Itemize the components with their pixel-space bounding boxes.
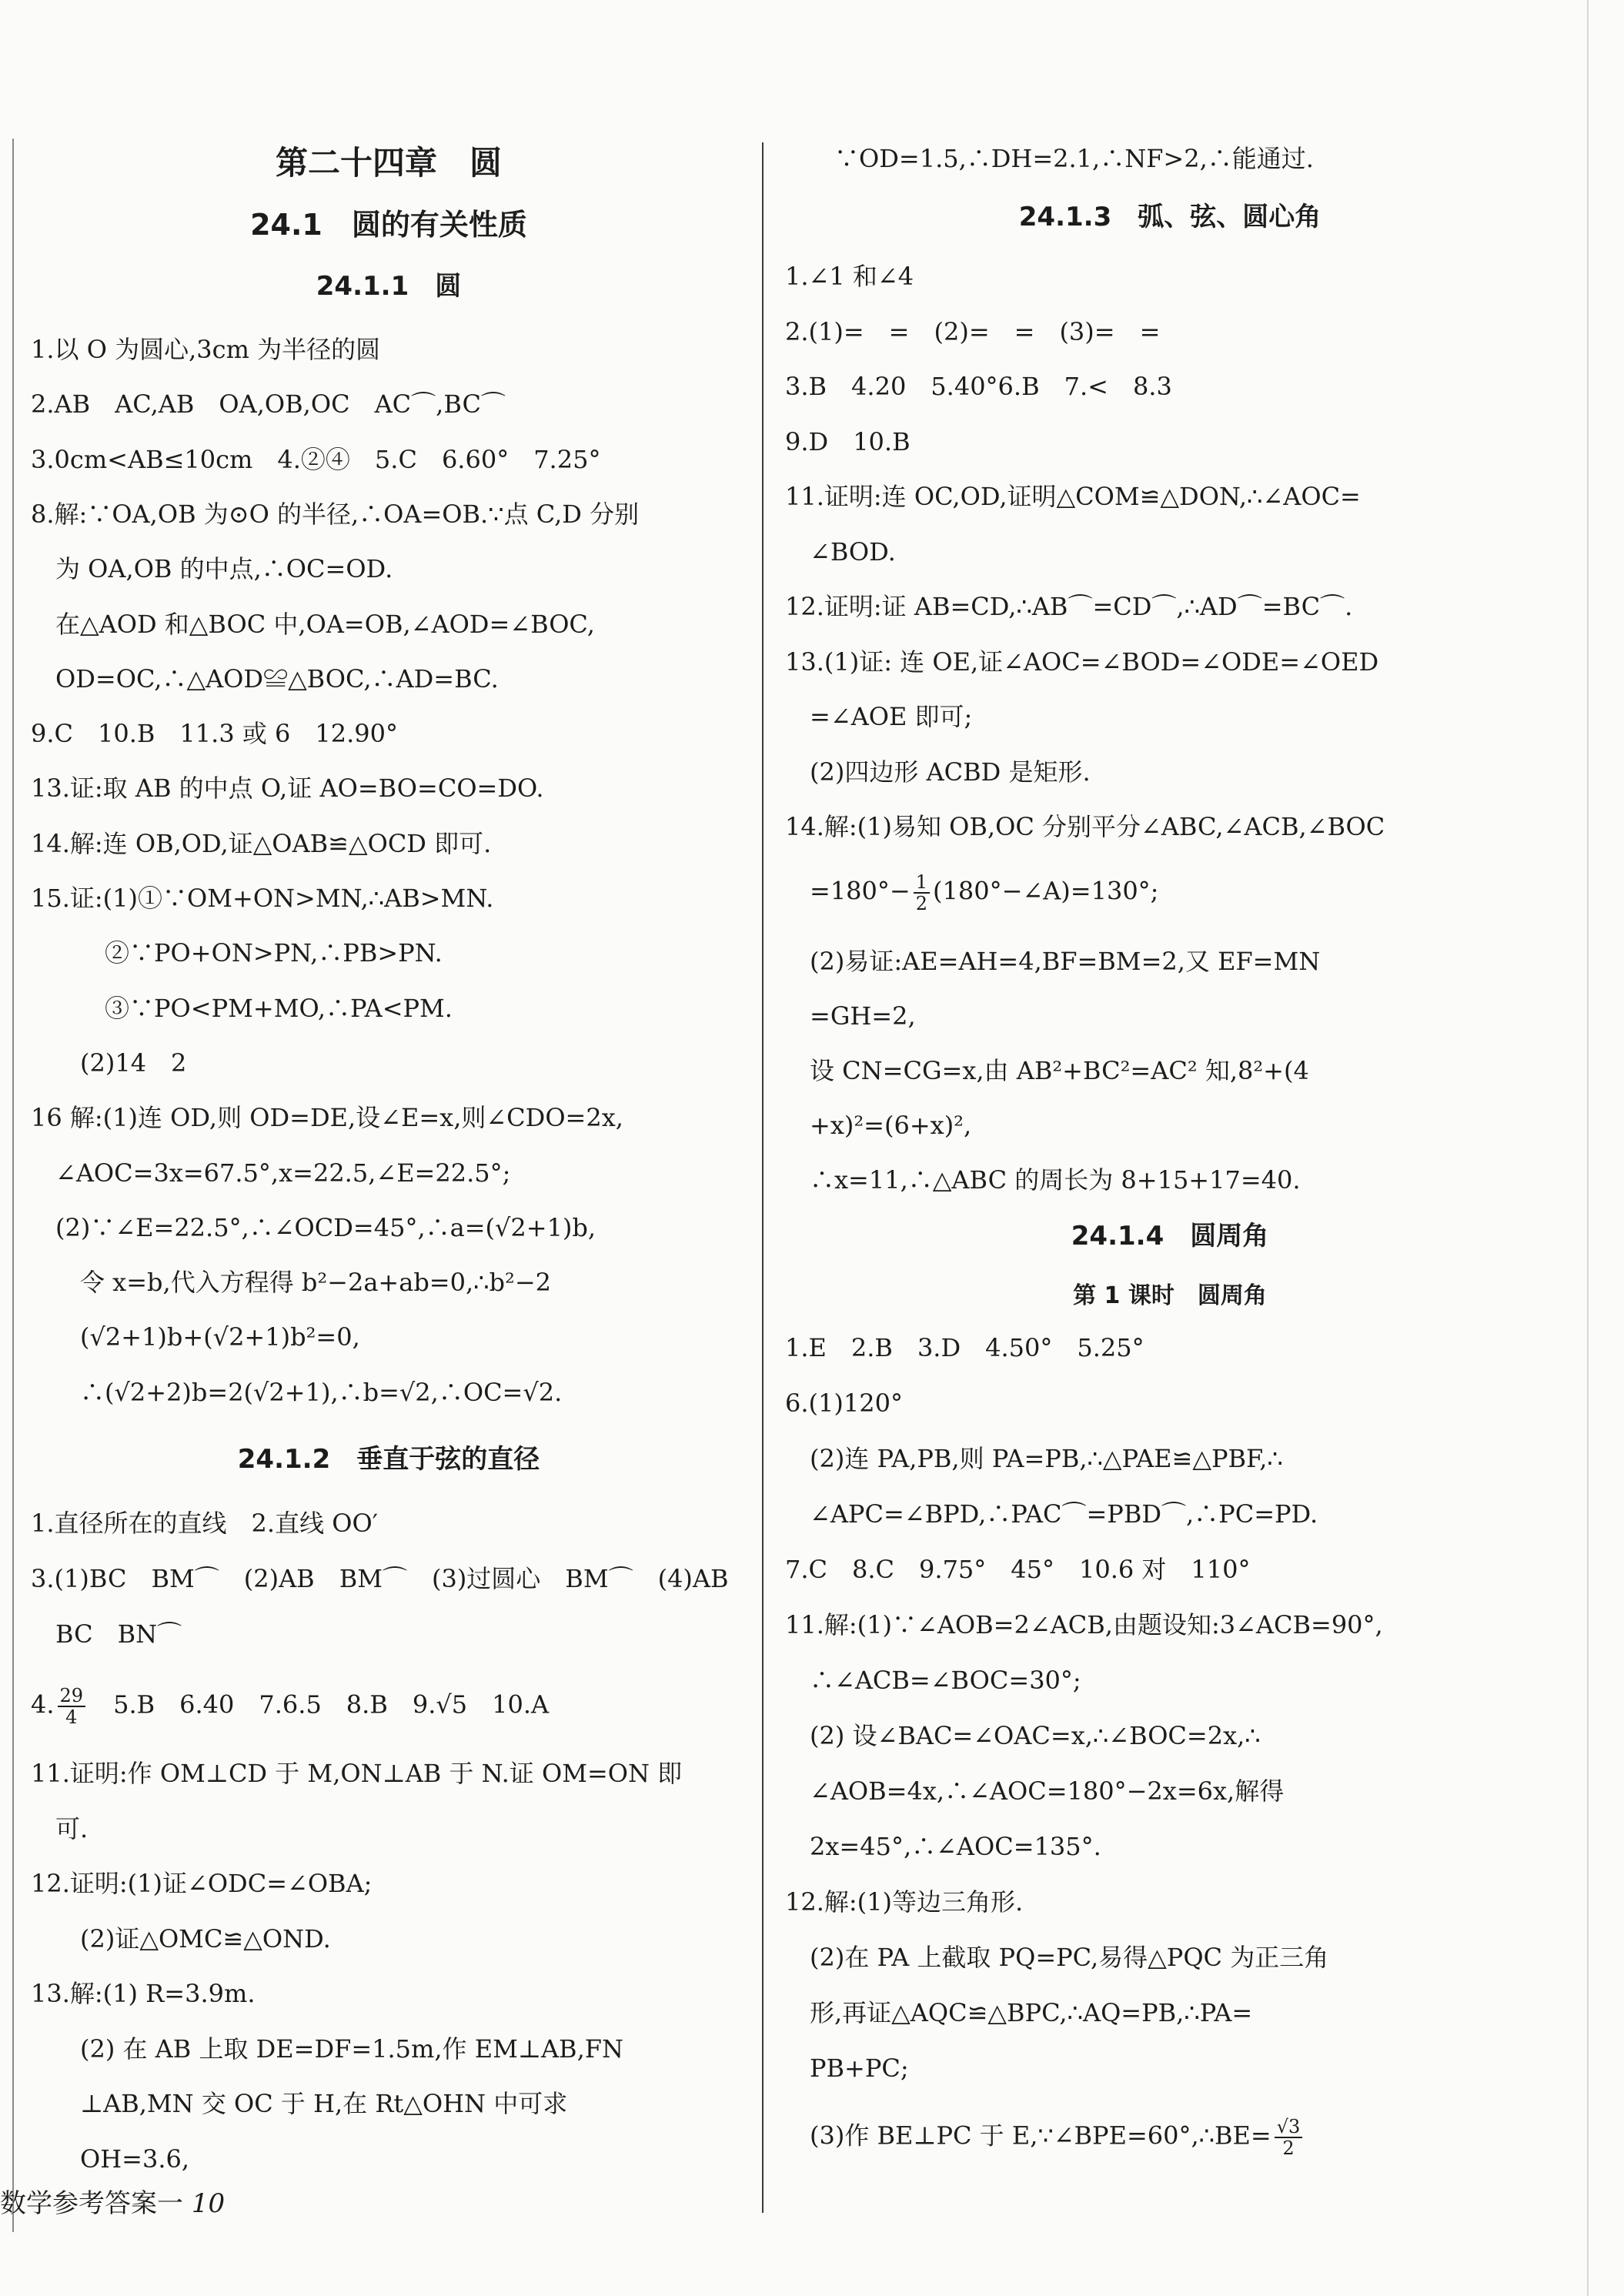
answer-line: 9.C 10.B 11.3 或 6 12.90° [31,719,398,749]
answer-line: 14.解:连 OB,OD,证△OAB≌△OCD 即可. [31,828,492,858]
footer-label: 数学参考答案一 [0,2188,183,2219]
answer-line: 形,再证△AQC≌△BPC,∴AQ=PB,∴PA= [785,1998,1253,2027]
answer-line: 13.证:取 AB 的中点 O,证 AO=BO=CO=DO. [31,774,544,804]
answer-line: ∠BOD. [785,536,896,566]
fraction-sqrt3-2: $\frac{√3}{2}$ [1275,2117,1303,2158]
answer-line: ②∵PO+ON>PN,∴PB>PN. [31,938,443,968]
answer-line-12-3: (3)作 BE⊥PC 于 E,∵∠BPE=60°,∴BE= $\frac{√3}{2}$ [785,2117,1305,2158]
answer-line: (2) 在 AB 上取 DE=DF=1.5m,作 EM⊥AB,FN [31,2034,623,2064]
fraction-29-4: $\frac{29}{4}$ [58,1686,86,1727]
answer-line: 2x=45°,∴∠AOC=135°. [785,1832,1101,1861]
answer-line: PB+PC; [785,2054,909,2083]
answer-line: 1.以 O 为圆心,3cm 为半径的圆 [31,335,381,364]
answer-line: 13.解:(1) R=3.9m. [31,1979,256,2008]
subsection-title-24-1-1: 24.1.1 圆 [316,271,462,302]
answer-line: 13.(1)证: 连 OE,证∠AOC=∠BOD=∠ODE=∠OED [785,647,1379,677]
answer-line: 14.解:(1)易知 OB,OC 分别平分∠ABC,∠ACB,∠BOC [785,812,1385,841]
lesson-title: 第 1 课时 圆周角 [1073,1282,1267,1309]
column-divider [762,142,764,2213]
answer-line: 9.D 10.B [785,426,911,456]
answer-line: 11.证明:作 OM⊥CD 于 M,ON⊥AB 于 N.证 OM=ON 即 [31,1759,683,1788]
answer-line: ∴∠ACB=∠BOC=30°; [785,1666,1081,1695]
subsection-title-24-1-3: 24.1.3 弧、弦、圆心角 [1018,202,1322,232]
answer-line: =GH=2, [785,1001,916,1031]
answer-line: 12.解:(1)等边三角形. [785,1887,1024,1917]
answer-line: 1.直径所在的直线 2.直线 OO′ [31,1509,378,1538]
answer-line: 11.解:(1)∵∠AOB=2∠ACB,由题设知:3∠ACB=90°, [785,1610,1383,1639]
subsection-title-24-1-4: 24.1.4 圆周角 [1071,1221,1269,1252]
answer-line: 6.(1)120° [785,1389,903,1418]
answer-line: 7.C 8.C 9.75° 45° 10.6 对 110° [785,1555,1251,1584]
answer-line: 3.0cm<AB≤10cm 4.②④ 5.C 6.60° 7.25° [31,444,601,474]
answer-line: ⊥AB,MN 交 OC 于 H,在 Rt△OHN 中可求 [31,2089,568,2118]
left-margin-rule [12,139,14,2232]
answer-line: 3.(1)BC BM⌒ (2)AB BM⌒ (3)过圆心 BM⌒ (4)AB [31,1564,729,1593]
section-title: 24.1 圆的有关性质 [250,208,527,242]
answer-line: 3.B 4.20 5.40°6.B 7.< 8.3 [785,372,1172,401]
chapter-title: 第二十四章 圆 [275,144,502,182]
answer-line: 11.证明:连 OC,OD,证明△COM≌△DON,∴∠AOC= [785,482,1361,511]
answer-line-4: 4. $\frac{29}{4}$ 5.B 6.40 7.6.5 8.B 9.√5 10.A [31,1685,550,1728]
answer-line: +x)²=(6+x)², [785,1111,972,1140]
answer-line: ∠APC=∠BPD,∴PAC⌒=PBD⌒,∴PC=PD. [785,1499,1318,1529]
answer-line: 16 解:(1)连 OD,则 OD=DE,设∠E=x,则∠CDO=2x, [31,1103,623,1133]
answer-line: ∠AOB=4x,∴∠AOC=180°−2x=6x,解得 [785,1776,1285,1806]
answer-line: 令 x=b,代入方程得 b²−2a+ab=0,∴b²−2 [31,1268,551,1298]
answer-line: BC BN⌒ [31,1619,182,1649]
answer-line: (2) 设∠BAC=∠OAC=x,∴∠BOC=2x,∴ [785,1721,1261,1750]
answer-line: 1.∠1 和∠4 [785,262,914,291]
answer-line-14-formula: =180°− $\frac{1}{2}$ (180°−∠A)=130°; [785,871,1159,914]
answer-line: 15.证:(1)①∵OM+ON>MN,∴AB>MN. [31,884,494,913]
answer-line: (2)连 PA,PB,则 PA=PB,∴△PAE≌△PBF,∴ [785,1444,1283,1473]
answer-line: 8.解:∵OA,OB 为⊙O 的半径,∴OA=OB.∵点 C,D 分别 [31,499,640,529]
answer-line: OH=3.6, [31,2144,190,2174]
answer-line: 12.证明:证 AB=CD,∴AB⌒=CD⌒,∴AD⌒=BC⌒. [785,592,1353,621]
answer-line: 1.E 2.B 3.D 4.50° 5.25° [785,1333,1144,1362]
answer-line: ∴(√2+2)b=2(√2+1),∴b=√2,∴OC=√2. [31,1377,563,1407]
answer-continuation-line: ∵OD=1.5,∴DH=2.1,∴NF>2,∴能通过. [785,144,1314,173]
answer-line: 设 CN=CG=x,由 AB²+BC²=AC² 知,8²+(4 [785,1056,1309,1085]
page-number: 10 [191,2188,226,2219]
answer-line: 可. [31,1813,89,1843]
answer-line: ∴x=11,∴△ABC 的周长为 8+15+17=40. [785,1165,1301,1195]
answer-line: (2)易证:AE=AH=4,BF=BM=2,又 EF=MN [785,947,1321,976]
answer-line: 2.(1)= = (2)= = (3)= = [785,316,1161,346]
answer-line: =∠AOE 即可; [785,702,973,731]
answer-line: (2)在 PA 上截取 PQ=PC,易得△PQC 为正三角 [785,1943,1329,1972]
page-footer [0,2184,225,2223]
answer-line: (2)∵∠E=22.5°,∴∠OCD=45°,∴a=(√2+1)b, [31,1212,596,1242]
right-edge-rule [1587,0,1589,2296]
answer-line: 在△AOD 和△BOC 中,OA=OB,∠AOD=∠BOC, [31,609,595,639]
answer-line: ∠AOC=3x=67.5°,x=22.5,∠E=22.5°; [31,1158,511,1188]
answer-line: OD=OC,∴△AOD≌△BOC,∴AD=BC. [31,663,499,693]
answer-line: 为 OA,OB 的中点,∴OC=OD. [31,554,393,584]
answer-line: 2.AB AC,AB OA,OB,OC AC⌒,BC⌒ [31,389,506,419]
fraction-1-2: $\frac{1}{2}$ [914,872,930,914]
answer-line: 12.证明:(1)证∠ODC=∠OBA; [31,1869,373,1898]
answer-line: ③∵PO<PM+MO,∴PA<PM. [31,993,453,1023]
answer-line: (2)14 2 [31,1048,187,1078]
subsection-title-24-1-2: 24.1.2 垂直于弦的直径 [237,1444,540,1475]
answer-line: (2)四边形 ACBD 是矩形. [785,757,1091,787]
answer-line: (√2+1)b+(√2+1)b²=0, [31,1322,360,1352]
answer-line: (2)证△OMC≌△OND. [31,1923,331,1953]
